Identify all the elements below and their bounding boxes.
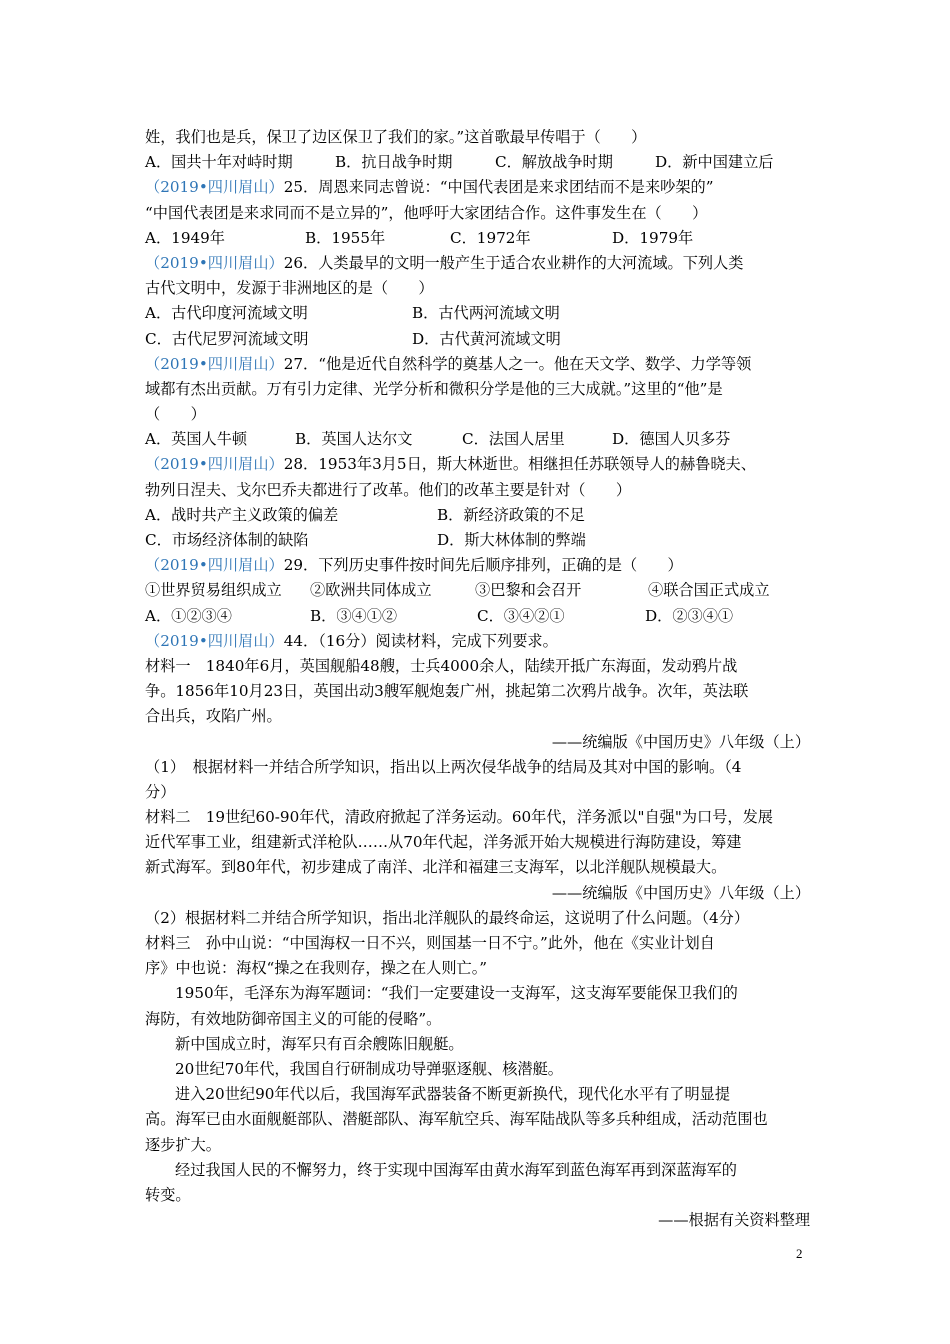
q29-option-b: B．③④①② [310,606,398,625]
q27-options [145,427,810,452]
q28-stem: （2019•四川眉山）28．1953年3月5日，斯大林逝世。相继担任苏联领导人的赫鲁晓夫、 [145,455,756,474]
q29-option-a: A．①②③④ [145,606,232,625]
material-2-line: 近代军事工业，组建新式洋枪队……从70年代起，洋务派开始大规模进行海防建设，筹建 [145,833,742,852]
q27-option-a: A．英国人牛顿 [145,430,248,449]
q27-option-c: C．法国人居里 [462,430,565,449]
material-3-paragraph: 逐步扩大。 [145,1135,221,1154]
q26-option-c: C．古代尼罗河流域文明 [145,329,309,348]
q24-option-b: B．抗日战争时期 [335,153,453,172]
material-3-paragraph: 经过我国人民的不懈努力，终于实现中国海军由黄水海军到蓝色海军再到深蓝海军的 [175,1160,737,1179]
q26-option-b: B．古代两河流域文明 [412,304,560,323]
q25-option-b: B．1955年 [305,228,386,247]
material-3-line: 材料三 孙中山说：“中国海权一日不兴，则国基一日不宁。”此外，他在《实业计划自 [145,934,715,952]
material-1-source: ——统编版《中国历史》八年级（上） [551,732,810,751]
source-tag: （2019•四川眉山） [145,556,284,575]
document-page [145,125,810,1233]
q44-stem: （2019•四川眉山）44．（16分）阅读材料，完成下列要求。 [145,631,558,650]
subquestion-2: （2）根据材料二并结合所学知识，指出北洋舰队的最终命运，这说明了什么问题。（4分） [145,908,750,927]
q25-option-c: C．1972年 [450,228,531,247]
q29-event-3: ③巴黎和会召开 [475,581,582,600]
material-3-paragraph: 海防，有效地防御帝国主义的可能的侵略”。 [145,1009,442,1028]
material-3-paragraph: 转变。 [145,1185,191,1204]
source-tag: （2019•四川眉山） [145,178,284,197]
material-3-source: ——根据有关资料整理 [658,1211,810,1230]
material-3-paragraph: 1950年，毛泽东为海军题词：“我们一定要建设一支海军，这支海军要能保卫我们的 [175,984,738,1003]
material-3-paragraph: 20世纪70年代，我国自行研制成功导弹驱逐舰、核潜艇。 [175,1059,563,1078]
subquestion-1: （1） 根据材料一并结合所学知识，指出以上两次侵华战争的结局及其对中国的影响。（4 [145,757,742,776]
q25-stem: （2019•四川眉山）25．周恩来同志曾说：“中国代表团是来求团结而不是来吵架的” [145,178,714,197]
material-3-paragraph: 进入20世纪90年代以后，我国海军武器装备不断更新换代，现代化水平有了明显提 [175,1085,731,1104]
source-tag: （2019•四川眉山） [145,455,284,474]
q26-option-d: D．古代黄河流域文明 [412,329,561,348]
q28-options-row2 [145,528,810,553]
q26-stem-line: 古代文明中，发源于非洲地区的是（ ） [145,279,434,298]
q25-options [145,226,810,251]
material-1-line: 合出兵，攻陷广州。 [145,707,282,726]
q24-option-a: A．国共十年对峙时期 [145,153,293,172]
q27-stem-line: （ ） [145,405,206,424]
q25-option-a: A．1949年 [145,228,225,247]
q28-option-a: A．战时共产主义政策的偏差 [145,505,339,524]
q25-stem-line: “中国代表团是来求同而不是立异的”，他呼吁大家团结合作。这件事发生在（ ） [145,203,708,222]
material-2-source: ——统编版《中国历史》八年级（上） [551,883,810,902]
q27-option-d: D．德国人贝多芬 [612,430,731,449]
material-3-paragraph: 高。海军已由水面舰艇部队、潜艇部队、海军航空兵、海军陆战队等多兵种组成，活动范围也 [145,1110,768,1129]
q24-options [145,150,810,175]
material-3-line: 序》中也说：海权“操之在我则存，操之在人则亡。” [145,959,488,978]
source-tag: （2019•四川眉山） [145,631,284,650]
q27-stem-line: 域都有杰出贡献。万有引力定律、光学分析和微积分学是他的三大成就。”这里的“他”是 [145,379,723,398]
material-2-line: 材料二 19世纪60-90年代，清政府掀起了洋务运动。60年代，洋务派以"自强"为口号，发展 [145,808,773,827]
page-number: 2 [796,1246,803,1261]
q29-event-1: ①世界贸易组织成立 [145,581,282,600]
material-2-line: 新式海军。到80年代，初步建成了南洋、北洋和福建三支海军，以北洋舰队规模最大。 [145,858,727,877]
q24-stem: 姓，我们也是兵，保卫了边区保卫了我们的家。”这首歌最早传唱于（ ） [145,128,647,146]
q25-option-d: D．1979年 [612,228,694,247]
material-1-line: 材料一 1840年6月，英国舰船48艘，士兵4000余人，陆续开抵广东海面，发动鸦片战 [145,656,738,675]
q24-option-d: D．新中国建立后 [655,153,774,172]
q27-stem: （2019•四川眉山）27．“他是近代自然科学的奠基人之一。他在天文学、数学、力学等领 [145,354,752,373]
q29-stem: （2019•四川眉山）29．下列历史事件按时间先后顺序排列，正确的是（ ） [145,556,683,575]
q29-option-c: C．③④②① [477,606,565,625]
q26-stem: （2019•四川眉山）26．人类最早的文明一般产生于适合农业耕作的大河流域。下列人类 [145,253,744,272]
q29-events [145,578,810,603]
q26-options-row1 [145,301,810,326]
q28-option-b: B．新经济政策的不足 [437,505,585,524]
source-tag: （2019•四川眉山） [145,354,284,373]
q29-option-d: D．②③④① [645,606,734,625]
q28-options-row1 [145,503,810,528]
material-3-paragraph: 新中国成立时，海军只有百余艘陈旧舰艇。 [175,1034,464,1053]
q29-options [145,604,810,629]
subquestion-1: 分） [145,782,176,801]
q28-option-d: D．斯大林体制的弊端 [437,531,586,549]
material-1-line: 争。1856年10月23日，英国出动3艘军舰炮轰广州，挑起第二次鸦片战争。次年，英法联 [145,682,749,701]
q29-event-2: ②欧洲共同体成立 [310,581,432,600]
q24-option-c: C．解放战争时期 [495,153,613,172]
q26-options-row2 [145,327,810,352]
q29-event-4: ④联合国正式成立 [648,581,770,600]
q28-stem-line: 勃列日涅夫、戈尔巴乔夫都进行了改革。他们的改革主要是针对（ ） [145,480,631,499]
q26-option-a: A．古代印度河流域文明 [145,304,308,323]
source-tag: （2019•四川眉山） [145,253,284,272]
q27-option-b: B．英国人达尔文 [295,430,413,449]
q28-option-c: C．市场经济体制的缺陷 [145,531,309,549]
